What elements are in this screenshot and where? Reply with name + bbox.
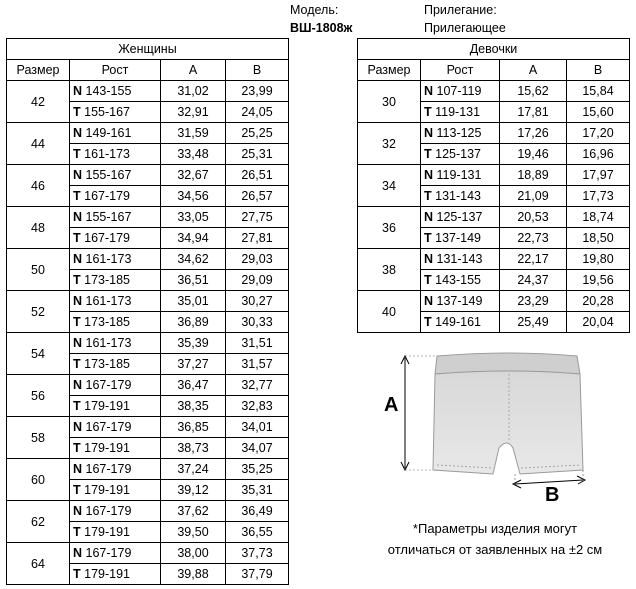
value-b-cell: 32,77 xyxy=(226,375,289,396)
height-range: 131-143 xyxy=(436,252,483,266)
height-type-t: T xyxy=(73,399,81,413)
height-range: 179-191 xyxy=(84,525,130,539)
value-a-cell: 37,62 xyxy=(161,501,226,522)
height-range: 137-149 xyxy=(436,294,483,308)
table-title: Женщины xyxy=(7,39,289,60)
value-b-cell: 26,51 xyxy=(226,165,289,186)
value-b-cell: 31,57 xyxy=(226,354,289,375)
height-type-t: T xyxy=(424,315,432,329)
value-a-cell: 32,91 xyxy=(161,102,226,123)
model-value: ВШ-1808ж xyxy=(290,21,353,35)
value-a-cell: 17,81 xyxy=(500,102,567,123)
height-cell xyxy=(70,354,161,375)
height-type-n: N xyxy=(424,294,434,308)
table-row xyxy=(7,501,289,522)
shorts-diagram xyxy=(375,352,600,512)
height-range: 161-173 xyxy=(85,252,132,266)
value-a-cell: 31,59 xyxy=(161,123,226,144)
height-cell xyxy=(70,312,161,333)
height-range: 119-131 xyxy=(435,105,481,119)
height-range: 173-185 xyxy=(84,273,130,287)
value-a-cell: 15,62 xyxy=(500,81,567,102)
size-cell: 30 xyxy=(358,81,421,123)
height-range: 149-161 xyxy=(85,126,132,140)
height-range: 161-173 xyxy=(85,294,132,308)
value-b-cell: 18,74 xyxy=(567,207,630,228)
women-size-table xyxy=(6,38,289,585)
value-b-cell: 30,33 xyxy=(226,312,289,333)
value-b-cell: 36,55 xyxy=(226,522,289,543)
height-type-t: T xyxy=(73,315,81,329)
height-type-t: T xyxy=(73,357,81,371)
height-cell xyxy=(70,396,161,417)
table-title: Девочки xyxy=(358,39,630,60)
size-cell: 62 xyxy=(7,501,70,543)
height-cell xyxy=(70,249,161,270)
value-a-cell: 31,02 xyxy=(161,81,226,102)
table-row xyxy=(358,207,630,228)
height-type-n: N xyxy=(73,168,83,182)
height-type-n: N xyxy=(73,546,83,560)
value-b-cell: 35,25 xyxy=(226,459,289,480)
table-row xyxy=(7,249,289,270)
value-a-cell: 36,51 xyxy=(161,270,226,291)
height-range: 167-179 xyxy=(85,462,132,476)
label-a: A xyxy=(384,394,399,416)
value-a-cell: 35,01 xyxy=(161,291,226,312)
value-b-cell: 20,04 xyxy=(567,312,630,333)
value-a-cell: 17,26 xyxy=(500,123,567,144)
height-range: 179-191 xyxy=(84,567,130,581)
value-a-cell: 19,46 xyxy=(500,144,567,165)
height-type-n: N xyxy=(424,84,434,98)
height-type-t: T xyxy=(424,105,432,119)
value-a-cell: 36,85 xyxy=(161,417,226,438)
size-cell: 58 xyxy=(7,417,70,459)
height-type-n: N xyxy=(424,210,434,224)
value-a-cell: 39,12 xyxy=(161,480,226,501)
height-range: 155-167 xyxy=(84,105,130,119)
value-a-cell: 18,89 xyxy=(500,165,567,186)
value-a-cell: 38,35 xyxy=(161,396,226,417)
height-type-t: T xyxy=(73,273,81,287)
height-cell xyxy=(421,207,500,228)
table-row xyxy=(358,165,630,186)
value-a-cell: 25,49 xyxy=(500,312,567,333)
column-header: B xyxy=(567,60,630,81)
size-cell: 64 xyxy=(7,543,70,585)
height-cell xyxy=(70,81,161,102)
table-row xyxy=(358,291,630,312)
height-range: 119-131 xyxy=(436,168,482,182)
height-range: 131-143 xyxy=(435,189,481,203)
column-header: A xyxy=(161,60,226,81)
height-type-t: T xyxy=(73,189,81,203)
height-cell xyxy=(70,522,161,543)
table-row xyxy=(7,165,289,186)
height-type-t: T xyxy=(73,525,81,539)
height-range: 167-179 xyxy=(85,378,132,392)
height-range: 167-179 xyxy=(85,546,132,560)
height-type-n: N xyxy=(424,168,434,182)
value-a-cell: 33,05 xyxy=(161,207,226,228)
height-range: 179-191 xyxy=(84,441,130,455)
value-a-cell: 36,47 xyxy=(161,375,226,396)
height-type-n: N xyxy=(73,462,83,476)
label-b: B xyxy=(545,484,560,506)
value-b-cell: 27,75 xyxy=(226,207,289,228)
table-row xyxy=(7,375,289,396)
value-a-cell: 35,39 xyxy=(161,333,226,354)
height-type-n: N xyxy=(73,252,83,266)
height-cell xyxy=(70,564,161,585)
height-type-t: T xyxy=(73,147,81,161)
height-cell xyxy=(421,186,500,207)
height-type-t: T xyxy=(73,105,81,119)
column-header: A xyxy=(500,60,567,81)
height-cell xyxy=(70,291,161,312)
height-type-n: N xyxy=(73,420,83,434)
height-cell xyxy=(70,543,161,564)
height-range: 167-179 xyxy=(85,420,132,434)
height-type-t: T xyxy=(424,189,432,203)
value-b-cell: 27,81 xyxy=(226,228,289,249)
height-range: 179-191 xyxy=(84,483,130,497)
value-a-cell: 34,62 xyxy=(161,249,226,270)
table-row xyxy=(7,81,289,102)
height-type-t: T xyxy=(424,147,432,161)
value-b-cell: 16,96 xyxy=(567,144,630,165)
table-row xyxy=(7,417,289,438)
table-row xyxy=(7,291,289,312)
size-cell: 38 xyxy=(358,249,421,291)
table-row xyxy=(7,333,289,354)
value-b-cell: 34,07 xyxy=(226,438,289,459)
height-type-n: N xyxy=(73,378,83,392)
height-range: 179-191 xyxy=(84,399,130,413)
height-cell xyxy=(70,102,161,123)
height-cell xyxy=(421,81,500,102)
height-range: 125-137 xyxy=(436,210,483,224)
height-cell xyxy=(421,123,500,144)
height-range: 125-137 xyxy=(435,147,481,161)
height-cell xyxy=(421,249,500,270)
value-b-cell: 37,79 xyxy=(226,564,289,585)
value-b-cell: 17,73 xyxy=(567,186,630,207)
size-cell: 56 xyxy=(7,375,70,417)
height-range: 155-167 xyxy=(85,210,132,224)
height-cell xyxy=(70,186,161,207)
height-cell xyxy=(70,333,161,354)
height-range: 143-155 xyxy=(435,273,481,287)
table-row xyxy=(358,81,630,102)
table-row xyxy=(358,249,630,270)
table-row xyxy=(7,207,289,228)
height-range: 137-149 xyxy=(435,231,481,245)
height-type-t: T xyxy=(73,567,81,581)
table-row xyxy=(7,543,289,564)
column-header: B xyxy=(226,60,289,81)
value-a-cell: 38,73 xyxy=(161,438,226,459)
height-cell xyxy=(421,165,500,186)
size-cell: 60 xyxy=(7,459,70,501)
size-cell: 46 xyxy=(7,165,70,207)
shorts-body xyxy=(433,371,583,474)
height-range: 113-125 xyxy=(436,126,482,140)
height-cell xyxy=(70,270,161,291)
column-header: Рост xyxy=(70,60,161,81)
height-type-n: N xyxy=(73,84,83,98)
value-b-cell: 24,05 xyxy=(226,102,289,123)
column-header: Размер xyxy=(7,60,70,81)
height-cell xyxy=(70,480,161,501)
value-a-cell: 34,94 xyxy=(161,228,226,249)
height-cell xyxy=(70,501,161,522)
column-header: Рост xyxy=(421,60,500,81)
table-row xyxy=(358,123,630,144)
value-b-cell: 26,57 xyxy=(226,186,289,207)
height-range: 173-185 xyxy=(84,357,130,371)
height-cell xyxy=(421,270,500,291)
size-cell: 44 xyxy=(7,123,70,165)
value-b-cell: 15,60 xyxy=(567,102,630,123)
height-cell xyxy=(421,312,500,333)
height-cell xyxy=(421,291,500,312)
note-line-2: отличаться от заявленных на ±2 см xyxy=(387,542,603,557)
height-cell xyxy=(70,438,161,459)
value-a-cell: 22,73 xyxy=(500,228,567,249)
value-b-cell: 25,25 xyxy=(226,123,289,144)
height-cell xyxy=(421,144,500,165)
height-range: 149-161 xyxy=(435,315,481,329)
height-type-t: T xyxy=(73,483,81,497)
height-cell xyxy=(421,102,500,123)
size-cell: 52 xyxy=(7,291,70,333)
value-a-cell: 39,88 xyxy=(161,564,226,585)
height-type-n: N xyxy=(73,210,83,224)
value-b-cell: 37,73 xyxy=(226,543,289,564)
value-a-cell: 22,17 xyxy=(500,249,567,270)
height-range: 155-167 xyxy=(85,168,132,182)
value-b-cell: 19,56 xyxy=(567,270,630,291)
value-b-cell: 31,51 xyxy=(226,333,289,354)
value-b-cell: 15,84 xyxy=(567,81,630,102)
size-cell: 36 xyxy=(358,207,421,249)
height-type-t: T xyxy=(73,231,81,245)
model-label: Модель: xyxy=(290,3,339,17)
height-type-t: T xyxy=(424,273,432,287)
height-range: 143-155 xyxy=(85,84,132,98)
note-line-1: *Параметры изделия могут xyxy=(412,521,578,536)
value-a-cell: 37,24 xyxy=(161,459,226,480)
height-type-n: N xyxy=(73,336,83,350)
height-cell xyxy=(421,228,500,249)
value-b-cell: 23,99 xyxy=(226,81,289,102)
height-cell xyxy=(70,459,161,480)
height-cell xyxy=(70,207,161,228)
height-range: 161-173 xyxy=(85,336,132,350)
value-b-cell: 25,31 xyxy=(226,144,289,165)
column-header: Размер xyxy=(358,60,421,81)
height-cell xyxy=(70,165,161,186)
height-range: 167-179 xyxy=(84,231,130,245)
value-a-cell: 20,53 xyxy=(500,207,567,228)
value-b-cell: 20,28 xyxy=(567,291,630,312)
value-b-cell: 29,09 xyxy=(226,270,289,291)
height-type-n: N xyxy=(73,294,83,308)
size-cell: 54 xyxy=(7,333,70,375)
height-range: 161-173 xyxy=(84,147,130,161)
size-cell: 32 xyxy=(358,123,421,165)
height-range: 107-119 xyxy=(436,84,482,98)
value-a-cell: 24,37 xyxy=(500,270,567,291)
table-row xyxy=(7,123,289,144)
size-cell: 42 xyxy=(7,81,70,123)
height-range: 167-179 xyxy=(84,189,130,203)
height-type-n: N xyxy=(73,126,83,140)
fit-value: Прилегающее xyxy=(424,21,506,35)
height-type-t: T xyxy=(424,231,432,245)
size-cell: 48 xyxy=(7,207,70,249)
size-cell: 50 xyxy=(7,249,70,291)
height-cell xyxy=(70,228,161,249)
girls-size-table xyxy=(357,38,630,333)
height-range: 173-185 xyxy=(84,315,130,329)
fit-label: Прилегание: xyxy=(424,3,497,17)
value-a-cell: 23,29 xyxy=(500,291,567,312)
value-a-cell: 36,89 xyxy=(161,312,226,333)
height-type-n: N xyxy=(424,126,434,140)
size-cell: 34 xyxy=(358,165,421,207)
value-b-cell: 17,20 xyxy=(567,123,630,144)
height-type-n: N xyxy=(73,504,83,518)
value-b-cell: 29,03 xyxy=(226,249,289,270)
table-row xyxy=(7,459,289,480)
height-cell xyxy=(70,375,161,396)
height-cell xyxy=(70,123,161,144)
value-a-cell: 38,00 xyxy=(161,543,226,564)
value-a-cell: 21,09 xyxy=(500,186,567,207)
height-cell xyxy=(70,144,161,165)
value-b-cell: 30,27 xyxy=(226,291,289,312)
height-range: 167-179 xyxy=(85,504,132,518)
value-a-cell: 33,48 xyxy=(161,144,226,165)
value-b-cell: 17,97 xyxy=(567,165,630,186)
size-cell: 40 xyxy=(358,291,421,333)
value-b-cell: 35,31 xyxy=(226,480,289,501)
value-b-cell: 18,50 xyxy=(567,228,630,249)
height-type-n: N xyxy=(424,252,434,266)
value-b-cell: 32,83 xyxy=(226,396,289,417)
value-b-cell: 36,49 xyxy=(226,501,289,522)
height-type-t: T xyxy=(73,441,81,455)
value-a-cell: 34,56 xyxy=(161,186,226,207)
value-a-cell: 37,27 xyxy=(161,354,226,375)
value-b-cell: 19,80 xyxy=(567,249,630,270)
value-a-cell: 32,67 xyxy=(161,165,226,186)
height-cell xyxy=(70,417,161,438)
value-b-cell: 34,01 xyxy=(226,417,289,438)
value-a-cell: 39,50 xyxy=(161,522,226,543)
